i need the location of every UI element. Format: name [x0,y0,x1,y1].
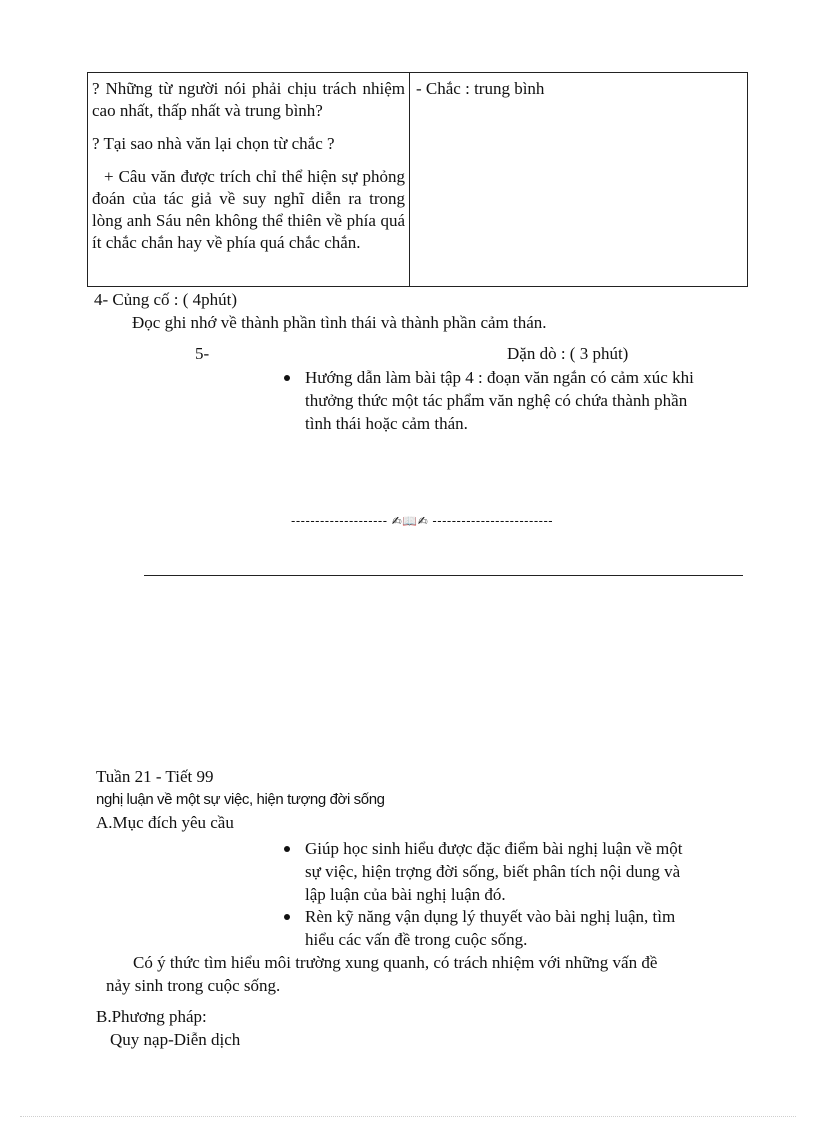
section5-line-1: Hướng dẫn làm bài tập 4 : đoạn văn ngắn có cảm xúc khi [305,368,694,387]
attitude-line-2: nảy sinh trong cuộc sống. [106,976,281,995]
section-b-heading: B.Phương pháp: [96,1007,207,1026]
separator-dashes-left: -------------------- [291,513,388,528]
book-pen-icon: ✍📖✍ [391,514,429,528]
objective-1-line-2: sự việc, hiện trợng đời sống, biết phân tích nội dung và [305,862,681,881]
objective-2-line-1: Rèn kỹ năng vận dụng lý thuyết vào bài nghị luận, tìm [305,907,676,926]
objective-2-line-2: hiểu các vấn đề trong cuộc sống. [305,930,528,949]
bullet-icon [284,375,290,381]
qa-table [87,72,748,287]
separator-ornament [291,510,651,532]
method-text: Quy nạp-Diễn dịch [110,1030,241,1049]
answer-text: - Chắc : trung bình [416,79,545,98]
separator-dashes-right: ------------------------- [432,513,554,528]
answer-explanation: + Câu văn được trích chỉ thể hiện sự phỏng đoán của tác giả về suy nghĩ diễn ra trong lòng anh Sáu nên không thể thiên về phía quá ít chắc chắn hay về phía quá chắc chắn. [92,167,405,252]
section5-line-3: tình thái hoặc cảm thán. [305,414,468,433]
section4-body: Đọc ghi nhớ về thành phần tình thái và thành phần cảm thán. [132,313,547,332]
objective-1-line-3: lập luận của bài nghị luận đó. [305,885,506,904]
bullet-icon [284,914,290,920]
attitude-line-1: Có ý thức tìm hiểu môi trường xung quanh, có trách nhiệm với những vấn đề [133,953,658,972]
section5-heading: Dặn dò : ( 3 phút) [507,344,629,363]
lesson-week: Tuần 21 - Tiết 99 [96,767,214,786]
lesson-title: nghị luận về một sự việc, hiện tượng đời sống [96,791,385,808]
horizontal-rule [144,575,743,576]
question-1: ? Những từ người nói phải chịu trách nhiệm cao nhất, thấp nhất và trung bình? [92,79,405,120]
objective-1-line-1: Giúp học sinh hiểu được đặc điểm bài nghị luận về một [305,839,683,858]
section5-line-2: thưởng thức một tác phẩm văn nghệ có chứa thành phần [305,391,688,410]
section4-heading: 4- Củng cố : ( 4phút) [94,290,238,309]
page-bottom-dotted-line [20,1116,796,1117]
answer-cell [410,73,748,287]
question-2: ? Tại sao nhà văn lại chọn từ chắc ? [92,134,335,153]
section5-number: 5- [195,344,210,363]
bullet-icon [284,846,290,852]
question-cell [88,73,410,287]
section-a-heading: A.Mục đích yêu cầu [96,813,234,832]
